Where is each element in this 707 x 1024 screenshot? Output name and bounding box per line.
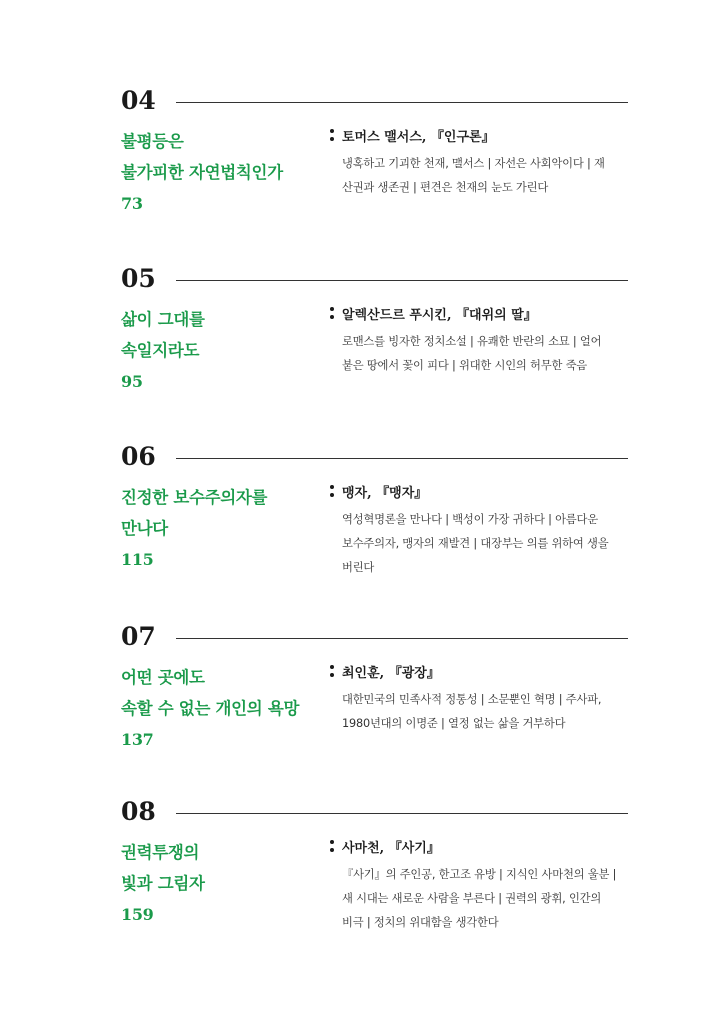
chapter-title-line: 불평등은 [121,132,184,151]
chapter-page-number[interactable]: 115 [121,550,154,569]
colon-bullet-icon [330,665,335,681]
book-title: 사마천, 『사기』 [342,841,440,856]
description-line: 대한민국의 민족사적 정통성 | 소문뿐인 혁명 | 주사파, [342,693,602,706]
description-line: 1980년대의 이명준 | 열정 없는 삶을 거부하다 [342,717,566,730]
chapter-title [121,837,331,930]
chapter-title-line: 속일지라도 [121,341,200,360]
chapter-page-number[interactable]: 137 [121,730,154,749]
chapter-description [342,863,630,935]
description-line: 냉혹하고 기괴한 천재, 맬서스 | 자선은 사회악이다 | 재 [342,157,605,170]
chapter-title-line: 권력투쟁의 [121,843,200,862]
description-line: 『사기』의 주인공, 한고조 유방 | 지식인 사마천의 울분 | [342,868,617,881]
chapter-divider [176,280,628,281]
chapter-number: 04 [121,86,156,115]
chapter-title [121,482,331,575]
chapter-divider [176,813,628,814]
book-title: 토머스 맬서스, 『인구론』 [342,130,495,145]
chapter-title [121,126,331,219]
colon-bullet-icon [330,307,335,323]
chapter-divider [176,638,628,639]
description-line: 산권과 생존권 | 편견은 천재의 눈도 가린다 [342,181,549,194]
description-line: 역성혁명론을 만나다 | 백성이 가장 귀하다 | 아름다운 [342,513,598,526]
chapter-title [121,662,331,755]
chapter-title-line: 빛과 그림자 [121,874,205,893]
chapter-description [342,508,630,580]
chapter-divider [176,458,628,459]
colon-bullet-icon [330,485,335,501]
chapter-title-line: 진정한 보수주의자를 [121,488,268,507]
description-line: 버린다 [342,561,375,574]
chapter-number: 05 [121,264,156,293]
chapter-description [342,688,630,736]
description-line: 비극 | 정치의 위대함을 생각한다 [342,916,499,929]
book-title: 최인훈, 『광장』 [342,666,440,681]
chapter-page-number[interactable]: 73 [121,194,143,213]
book-title: 맹자, 『맹자』 [342,486,428,501]
chapter-title-line: 속할 수 없는 개인의 욕망 [121,699,300,718]
book-title: 알렉산드르 푸시킨, 『대위의 딸』 [342,308,537,323]
chapter-page-number[interactable]: 159 [121,905,154,924]
description-line: 새 시대는 새로운 사람을 부른다 | 권력의 광휘, 인간의 [342,892,602,905]
chapter-page-number[interactable]: 95 [121,372,143,391]
chapter-title-line: 삶이 그대를 [121,310,205,329]
chapter-description [342,330,630,378]
colon-bullet-icon [330,129,335,145]
chapter-title-line: 어떤 곳에도 [121,668,205,687]
description-line: 붙은 땅에서 꽃이 피다 | 위대한 시인의 허무한 죽음 [342,359,587,372]
chapter-description [342,152,630,200]
chapter-title-line: 만나다 [121,519,168,538]
description-line: 로맨스를 빙자한 정치소설 | 유쾌한 반란의 소묘 | 얼어 [342,335,602,348]
colon-bullet-icon [330,840,335,856]
chapter-number: 08 [121,797,156,826]
chapter-number: 07 [121,622,156,651]
chapter-title [121,304,331,397]
description-line: 보수주의자, 맹자의 재발견 | 대장부는 의를 위하여 생을 [342,537,609,550]
chapter-divider [176,102,628,103]
chapter-number: 06 [121,442,156,471]
chapter-title-line: 불가피한 자연법칙인가 [121,163,283,182]
